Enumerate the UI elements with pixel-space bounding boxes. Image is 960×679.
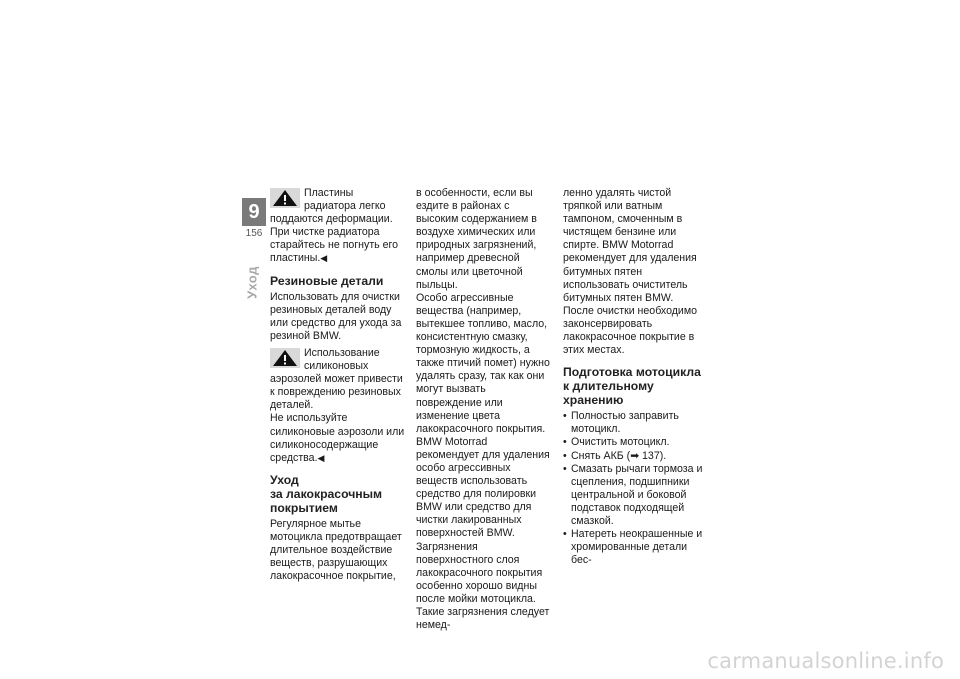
heading-storage-line3: хранению (563, 393, 624, 408)
text-rubber-parts: Использовать для очистки резиновых деталей воду или средство для ухода за резиной BMW. (270, 290, 402, 342)
list-item: • Снять АКБ (➡ 137). (563, 450, 703, 463)
heading-paint-care-line3: покрытием (270, 500, 338, 515)
heading-rubber-parts: Резиновые детали (270, 273, 384, 288)
text-radiator-care: При чистке радиатора старайтесь не погнуть его пластины. (270, 226, 399, 265)
warning-text-radiator: Пластины радиатора легко поддаются деформации. (270, 187, 393, 226)
column-2 (416, 187, 551, 632)
text-paint-contaminants: в особенности, если вы ездите в районах с высоким содержанием в воздухе химических или природных загрязнений, например древесной смолы или цветочной пыльцы. (416, 187, 537, 291)
column-1 (270, 187, 408, 583)
site-watermark: carmanualsonline.info (707, 649, 944, 673)
warning-note-silicone (270, 347, 408, 412)
text-silicone-avoid: Не используйте силиконовые аэрозоли или силиконосодержащие средства. (270, 412, 405, 464)
text-aggressive-substances: Особо агрессивные вещества (например, вытекшее топливо, масло, консистентную смазку, тормозную жидкость, а также птичий помет) нужно удалять сразу, так как они могут вызвать повреждение или изменение цвета лакокрасочного покрытия. BMW Motorrad рекомендует для удаления особо агрессивных веществ использовать средство для полировки BMW или средство для чистки лакированных поверхностей BMW. (416, 291, 550, 540)
storage-steps-list (563, 410, 703, 567)
list-item: • Полностью заправить мотоцикл. (563, 410, 703, 436)
warning-triangle-icon (270, 348, 300, 368)
end-of-section-icon: ◀ (320, 253, 328, 264)
warning-note-radiator (270, 187, 408, 226)
text-surface-contamination: Загрязнения поверхностного слоя лакокрасочного покрытия особенно хорошо видны после мойки мотоцикла. Такие загрязнения следует немед- (416, 540, 550, 632)
page-number: 156 (245, 228, 263, 239)
warning-text-silicone: Использование силиконовых аэрозолей может привести к повреждению резиновых деталей. (270, 346, 403, 412)
heading-paint-care-line2: за лакокрасочным (270, 486, 383, 501)
heading-storage-line1: Подготовка мотоцикла (563, 365, 701, 380)
list-item: • Смазать рычаги тормоза и сцепления, подшипники центральной и боковой подставок подходящей смазкой. (563, 463, 703, 528)
list-item: • Очистить мотоцикл. (563, 436, 703, 449)
end-of-section-icon: ◀ (317, 452, 325, 463)
heading-storage-line2: к длительному (563, 379, 654, 394)
text-bitumen-removal: ленно удалять чистой тряпкой или ватным тампоном, смоченным в чистящем бензине или спирте. BMW Motorrad рекомендует для удаления битумных пятен использовать очиститель битумных пятен BMW. После очистки необходимо законсервировать лакокрасочное покрытие в этих местах. (563, 187, 698, 357)
heading-paint-care (270, 473, 408, 515)
list-item: • Натереть неокрашенные и хромированные детали бес- (563, 528, 703, 567)
text-paint-care: Регулярное мытье мотоцикла предотвращает длительное воздействие веществ, разрушающих лакокрасочное покрытие, (270, 517, 402, 583)
chapter-number-tab: 9 (242, 198, 266, 226)
chapter-side-label: Уход (244, 266, 260, 299)
column-3 (563, 187, 703, 567)
heading-paint-care-line1: Уход (270, 472, 299, 487)
heading-storage-prep (563, 365, 703, 407)
warning-triangle-icon (270, 188, 300, 208)
